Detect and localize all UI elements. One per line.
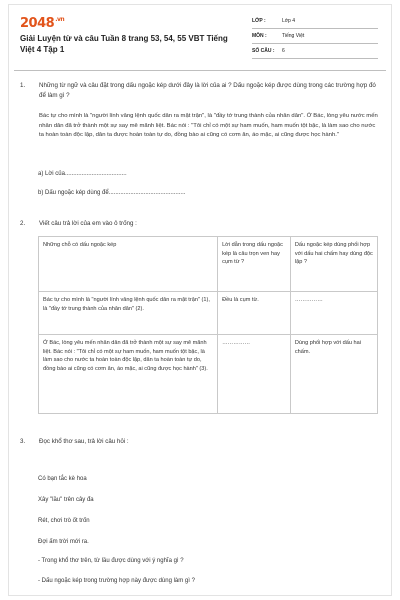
table-row [39, 292, 378, 335]
table-cell: Dùng phối hợp với dấu hai chấm. [290, 335, 377, 414]
table-header: Lời dẫn trong dấu ngoặc kép là câu trọn ven hay cụm từ ? [218, 237, 291, 292]
poem-line: Xây "lầu" trên cây đa [38, 497, 94, 503]
sub-question: - Trong khổ thơ trên, từ lầu được dùng với ý nghĩa gì ? [38, 558, 184, 564]
site-logo[interactable]: $2048^{.vn}$ [20, 16, 65, 31]
table-header: Những chỗ có dấu ngoặc kép [39, 237, 218, 292]
question-text: Viết câu trả lời của em vào ô trống : [39, 220, 137, 227]
question-number: 3. [20, 438, 26, 445]
table-cell: Bác tự cho mình là "người lính vâng lệnh quốc dân ra mặt trận" (1), là "đầy tớ trung thành của nhân dân" (2). [39, 292, 218, 335]
meta-value: Tiếng Việt [282, 33, 305, 39]
table-cell: …………… [290, 292, 377, 335]
meta-row-count [252, 44, 378, 59]
question-text: Đọc khổ thơ sau, trả lời câu hỏi : [39, 438, 129, 445]
meta-key: SỐ CÂU : [252, 48, 275, 54]
answer-table [38, 236, 378, 414]
header-divider [14, 70, 386, 71]
meta-key: LỚP : [252, 18, 266, 24]
sub-question: - Dấu ngoặc kép trong trường hợp này được dùng làm gì ? [38, 578, 195, 584]
table-cell: Đều là cụm từ. [218, 292, 291, 335]
meta-value: 6 [282, 48, 285, 54]
poem-line: Đợi ấm trời mới ra. [38, 539, 89, 545]
poem-line: Có bạn tắc kè hoa [38, 476, 87, 482]
question-text: Những từ ngữ và câu đặt trong dấu ngoặc kép dưới đây là lời của ai ? Dấu ngoặc kép được dùng trong các trường hợp đó để làm gì ? [39, 82, 376, 99]
table-cell: …………… [218, 335, 291, 414]
meta-key: MÔN : [252, 33, 267, 39]
table-row [39, 335, 378, 414]
meta-row-subject [252, 29, 378, 44]
table-cell: Ở Bác, lòng yêu mến nhân dân đã trở thành một sự say mê mãnh liệt. Bác nói : "Tôi chỉ có một sự ham muốn, ham muốn tột bậc, là làm sao cho nước ta hoàn toàn độc lập, dân ta hoàn toàn tự do, đồng bào ai cũng có cơm ăn, áo mặc, ai cũng được học hành" (3). [39, 335, 218, 414]
answer-a: a) Lời của..................................... [38, 171, 127, 177]
answer-b: b) Dấu ngoặc kép dùng để.............................................. [38, 190, 186, 196]
table-header: Dấu ngoặc kép dùng phối hợp với dấu hai chấm hay dùng độc lập ? [290, 237, 377, 292]
question-number: 2. [20, 220, 26, 227]
quote-paragraph: Bác tự cho mình là "người lính vâng lệnh quốc dân ra mặt trận", là "đầy tớ trung thành của nhân dân". Ở Bác, lòng yêu nước mến nhân dân đã trở thành một sự say mê mãnh liệt. Bác nói : "Tôi chỉ có một sự ham muốn, ham muốn tột bậc, là làm sao cho nước ta hoàn toàn độc lập, dân ta được hoàn toàn tự do, đồng bào ai cũng có cơm ăn, áo mặc, ai cũng được học hành." [39, 113, 378, 139]
document-title: Giải Luyện từ và câu Tuần 8 trang 53, 54, 55 VBT Tiếng Việt 4 Tập 1 [20, 34, 228, 54]
meta-box [252, 14, 378, 59]
meta-row-class [252, 14, 378, 29]
meta-value: Lớp 4 [282, 18, 296, 24]
poem-line: Rét, chơi trò ốt trốn [38, 518, 90, 524]
table-header-row [39, 237, 378, 292]
question-number: 1. [20, 82, 26, 89]
